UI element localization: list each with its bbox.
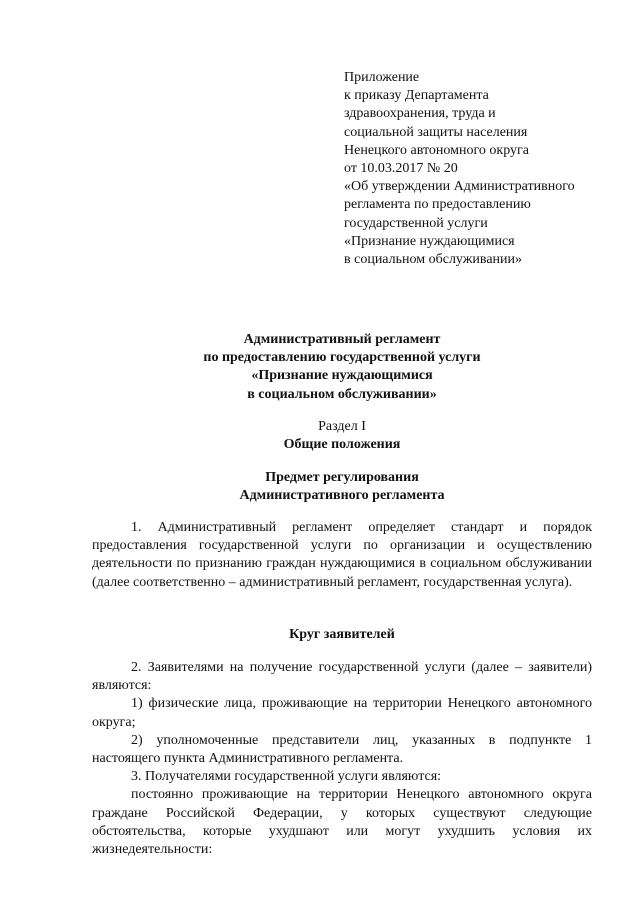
- paragraphs-applicants: [92, 659, 592, 859]
- paragraph-1: [92, 519, 592, 592]
- appendix-line: «Об утверждении Административного: [344, 179, 575, 195]
- appendix-line: от 10.03.2017 № 20: [344, 161, 458, 177]
- appendix-line: Приложение: [344, 70, 420, 85]
- title-line: по предоставлению государственной услуги: [203, 350, 481, 366]
- paragraph-text: 1. Административный регламент определяет стандарт и порядок предоставления государственной услуги по организации и осуществлению деятельности по признанию граждан нуждающимися в социальном обслуживании (далее соответственно – административный регламент, государственная услуга).: [92, 520, 592, 590]
- paragraph-text: 3. Получателями государственной услуги являются:: [131, 769, 442, 785]
- section-number: Раздел I: [318, 419, 366, 434]
- subsection-heading-applicants: [92, 626, 592, 644]
- section-name: Общие положения: [283, 437, 401, 453]
- title-line: в социальном обслуживании»: [247, 386, 437, 402]
- section-heading: [92, 418, 592, 454]
- appendix-line: «Признание нуждающимися: [344, 233, 515, 249]
- appendix-line: социальной защиты населения: [344, 124, 528, 140]
- appendix-line: Ненецкого автономного округа: [344, 142, 529, 158]
- appendix-line: регламента по предоставлению: [344, 197, 531, 213]
- subsection-line: Предмет регулирования: [265, 470, 419, 485]
- subsection-title: Круг заявителей: [289, 627, 395, 642]
- paragraph-text: 1) физические лица, проживающие на территории Ненецкого автономного округа;: [92, 696, 592, 730]
- appendix-line: в социальном обслуживании»: [344, 252, 523, 268]
- paragraph-text: постоянно проживающие на территории Ненецкого автономного округа граждане Российской Федерации, у которых существуют следующие обстоятельства, которые ухудшают или могут ухудшить условия их жизнедеятельности:: [92, 787, 592, 858]
- title-line: Административный регламент: [243, 332, 441, 347]
- document-title: [92, 331, 592, 404]
- paragraph-text: 2) уполномоченные представители лиц, указанных в подпункте 1 настоящего пункта Административного регламента.: [92, 732, 592, 767]
- paragraph-text: 2. Заявителями на получение государственной услуги (далее – заявители) являются:: [92, 660, 592, 694]
- title-line: «Признание нуждающимися: [251, 368, 433, 384]
- subsection-line: Административного регламента: [239, 488, 445, 504]
- appendix-line: государственной услуги: [344, 215, 488, 231]
- subsection-heading-subject: [92, 469, 592, 505]
- appendix-block: [344, 69, 575, 269]
- appendix-line: к приказу Департамента: [344, 88, 489, 104]
- appendix-line: здравоохранения, труда и: [344, 106, 496, 122]
